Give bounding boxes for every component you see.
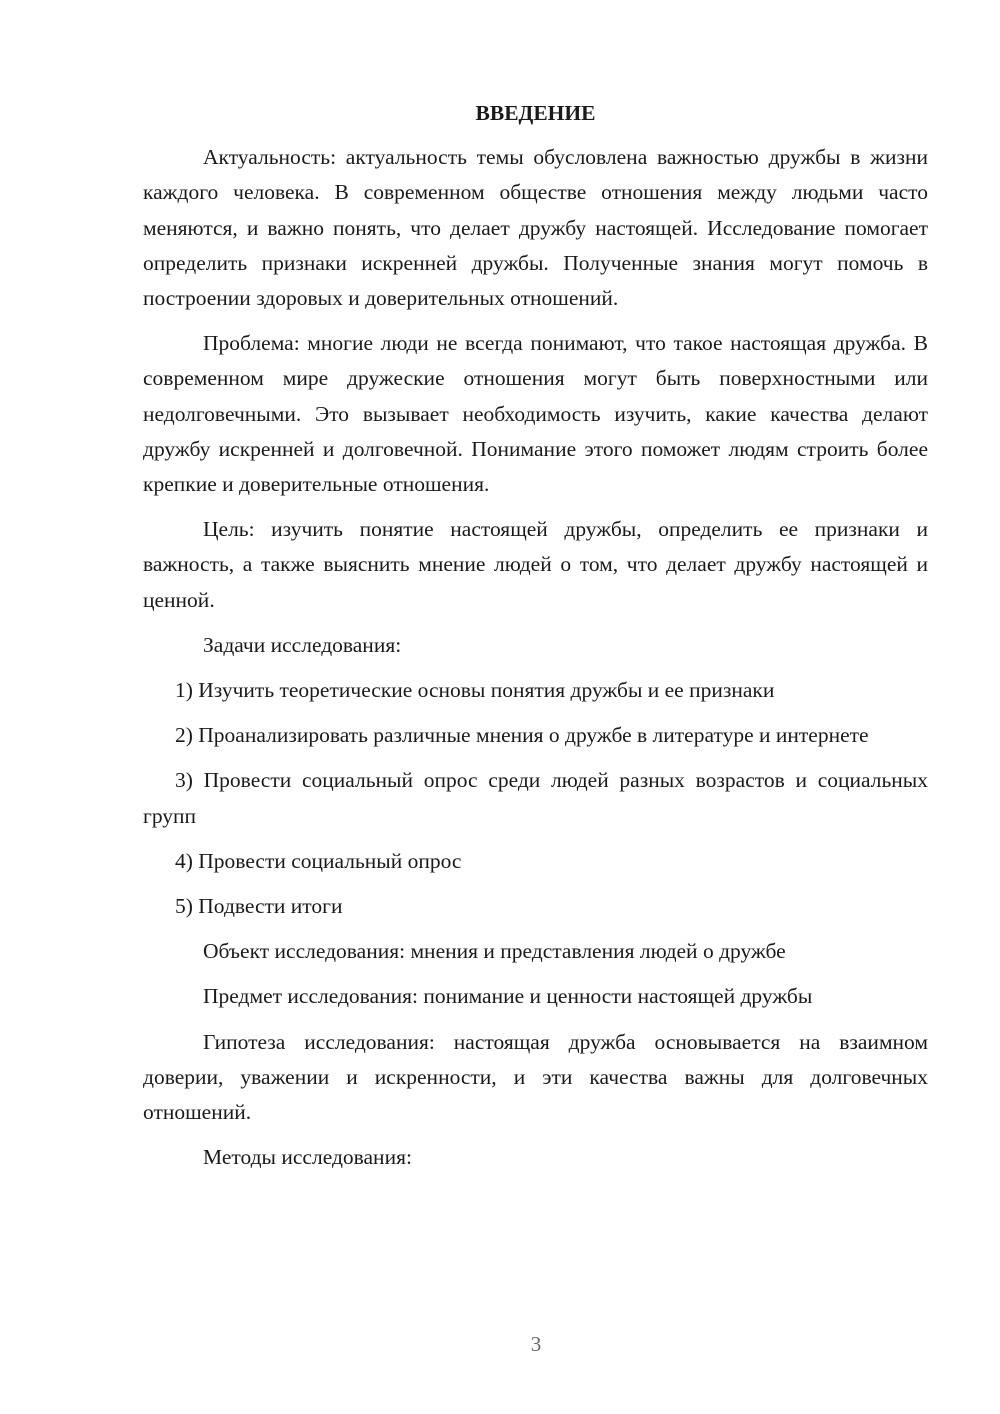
page-number: 3 xyxy=(530,1332,542,1356)
tasks-heading: Задачи исследования: xyxy=(203,632,402,657)
relevance-paragraph: Актуальность: актуальность темы обусловлена важностью дружбы в жизни каждого человека. В современном обществе отношения между людьми часто меняются, и важно понять, что делает дружбу настоящей. Исследование помогает определить признаки искренней дружбы. Полученные знания могут помочь в построении здоровых и доверительных отношений. xyxy=(143,145,928,311)
task-item-1: 1) Изучить теоретические основы понятия дружбы и ее признаки xyxy=(175,678,775,703)
methods-heading: Методы исследования: xyxy=(203,1145,412,1170)
problem-paragraph: Проблема: многие люди не всегда понимают, что такое настоящая дружба. В современном мире дружеские отношения могут быть поверхностными или недолговечными. Это вызывает необходимость изучить, какие качества делают дружбу искренней и долговечной. Понимание этого поможет людям строить более крепкие и доверительные отношения. xyxy=(143,331,928,497)
research-object: Объект исследования: мнения и представления людей о дружбе xyxy=(203,939,786,964)
task-item-2: 2) Проанализировать различные мнения о дружбе в литературе и интернете xyxy=(175,723,869,748)
hypothesis-paragraph: Гипотеза исследования: настоящая дружба основывается на взаимном доверии, уважении и искренности, и эти качества важны для долговечных отношений. xyxy=(143,1029,928,1125)
section-heading: ВВЕДЕНИЕ xyxy=(475,101,596,125)
task-item-3: 3) Провести социальный опрос среди людей разных возрастов и социальных групп xyxy=(143,768,928,828)
task-item-5: 5) Подвести итоги xyxy=(175,894,343,919)
goal-paragraph: Цель: изучить понятие настоящей дружбы, определить ее признаки и важность, а также выяснить мнение людей о том, что делает дружбу настоящей и ценной. xyxy=(143,517,928,612)
research-subject: Предмет исследования: понимание и ценности настоящей дружбы xyxy=(203,984,813,1009)
document-page xyxy=(143,96,928,1185)
task-item-4: 4) Провести социальный опрос xyxy=(175,848,462,873)
